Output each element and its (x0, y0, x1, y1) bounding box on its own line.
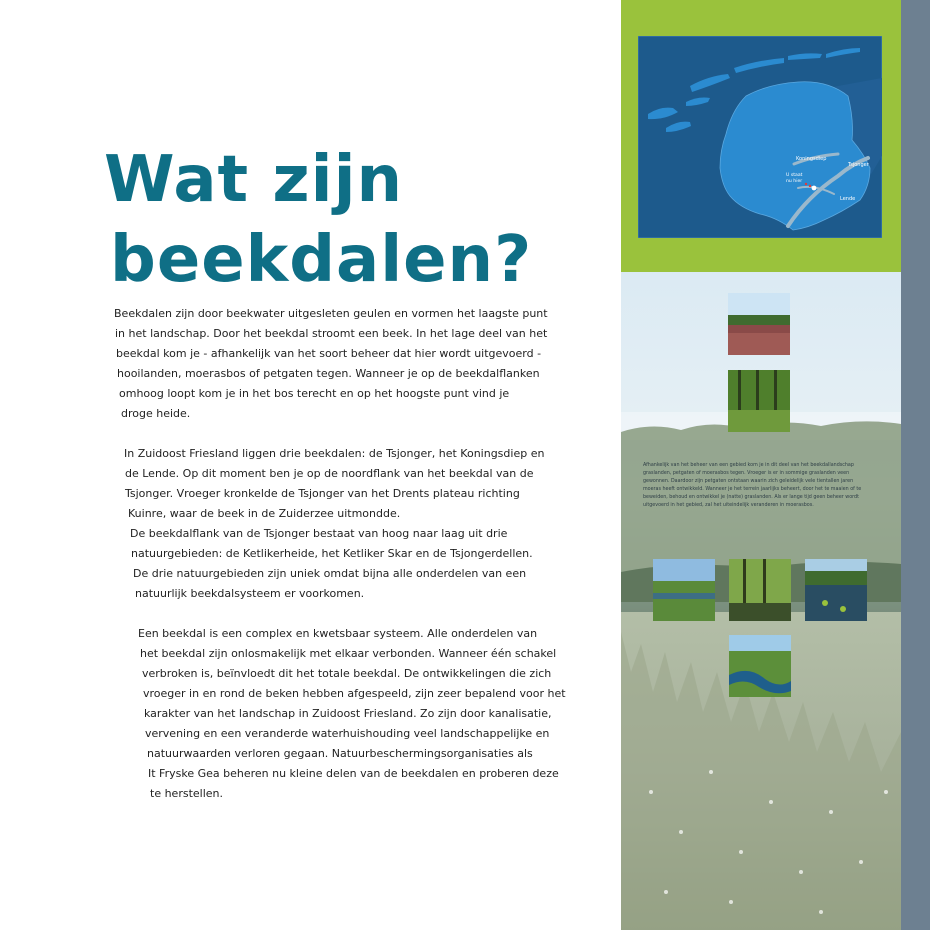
text-line: Tsjonger. Vroeger kronkelde de Tsjonger van het Drents plateau richting (125, 487, 520, 500)
text-line: omhoog loopt kom je in het bos terecht en op het hoogste punt vind je (119, 387, 510, 400)
text-line: vroeger in en rond de beken hebben afgespeeld, zijn zeer bepalend voor het (143, 687, 566, 700)
caption-line: uitgevoerd in het gebied, zal het uiteindelijk veranderen in moerasbos. (643, 503, 814, 508)
paragraph-intro (114, 304, 548, 424)
text-line: Een beekdal is een complex en kwetsbaar systeem. Alle onderdelen van (138, 627, 538, 640)
here-dot-icon (805, 183, 807, 185)
caption-line: moeras heeft ontwikkeld. Wanneer je het terrein jaarlijks beheert, door het te maaien of te (643, 487, 862, 492)
caption-line: beweiden, behoud en ontwikkel je (natte) graslanden. Als er lange tijd geen beheer wordt (643, 495, 859, 500)
caption-line: graslanden, petgaten of moerasbos tegen. Vroeger is er in sommige graslanden veen (643, 471, 850, 476)
here-marker-icon (812, 186, 817, 191)
paragraph-system (138, 624, 566, 804)
map-label-lende: Lende (840, 196, 856, 202)
paragraph-friesland (124, 444, 544, 604)
map-label-here: nu hier (786, 179, 803, 184)
title-line: beekdalen? (110, 223, 533, 297)
text-line: vervening en een veranderde waterhuishouding veel landschappelijke en (145, 727, 550, 740)
text-line: De beekdalflank van de Tsjonger bestaat van hoog naar laag uit drie (130, 527, 508, 540)
photo-heath (728, 293, 790, 355)
page-title (104, 140, 532, 300)
text-line: het beekdal zijn onlosmakelijk met elkaar verbonden. Wanneer één schakel (140, 647, 557, 660)
caption-line: Afhankelijk van het beheer van een gebied kom je in dit deel van het beekdallandschap (643, 463, 854, 468)
friesland-map (638, 36, 882, 238)
here-dot-icon (809, 185, 811, 187)
title-line: Wat zijn (104, 143, 404, 217)
edge-bar (901, 0, 930, 930)
photo-peat-ponds (805, 559, 867, 621)
text-line: In Zuidoost Friesland liggen drie beekdalen: de Tsjonger, het Koningsdiep en (124, 447, 545, 460)
text-line: natuurlijk beekdalsysteem er voorkomen. (135, 587, 365, 600)
text-line: verbroken is, beïnvloedt dit het totale beekdal. De ontwikkelingen die zich (142, 667, 552, 680)
image-column (621, 0, 901, 930)
map-label-koningsdiep: Koningsdiep (796, 156, 827, 162)
text-line: te herstellen. (150, 787, 223, 800)
map-panel (621, 0, 901, 272)
text-line: natuurgebieden: de Ketlikerheide, het Ketliker Skar en de Tsjongerdellen. (131, 547, 533, 560)
text-line: Kuinre, waar de beek in de Zuiderzee uitmondde. (128, 507, 401, 520)
map-label-tsjonger: Tsjonger (848, 162, 869, 168)
caption-line: gewonnen. Daardoor zijn petgaten ontstaan waarin zich geleidelijk vele tientallen jaren (643, 479, 854, 484)
photo-marsh-forest (729, 559, 791, 621)
text-line: droge heide. (121, 407, 191, 420)
map-label-here: U staat (786, 173, 803, 178)
text-line: hooilanden, moerasbos of petgaten tegen. Wanneer je op de beekdalflanken (117, 367, 540, 380)
photo-forest (728, 370, 790, 432)
photo-grassland (653, 559, 715, 621)
text-line: natuurwaarden verloren gegaan. Natuurbeschermingsorganisaties als (147, 747, 533, 760)
text-line: karakter van het landschap in Zuidoost Friesland. Zo zijn door kanalisatie, (144, 707, 552, 720)
text-line: De drie natuurgebieden zijn uniek omdat bijna alle onderdelen van een (133, 567, 527, 580)
text-line: Beekdalen zijn door beekwater uitgesleten geulen en vormen het laagste punt (114, 307, 548, 320)
text-line: beekdal kom je - afhankelijk van het soort beheer dat hier wordt uitgevoerd - (116, 347, 542, 360)
photo-caption (643, 462, 869, 510)
text-line: It Fryske Gea beheren nu kleine delen van de beekdalen en proberen deze (148, 767, 559, 780)
landscape-photo (621, 272, 901, 930)
photo-stream (729, 635, 791, 697)
text-line: de Lende. Op dit moment ben je op de noordflank van het beekdal van de (125, 467, 534, 480)
text-line: in het landschap. Door het beekdal stroomt een beek. In het lage deel van het (115, 327, 548, 340)
